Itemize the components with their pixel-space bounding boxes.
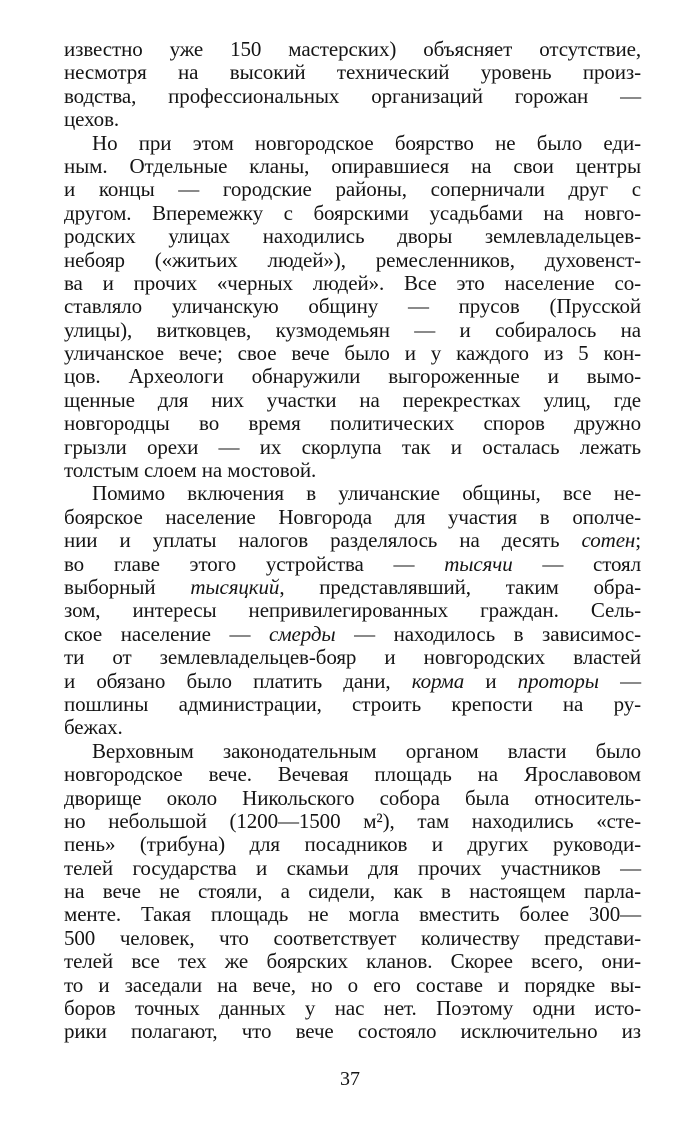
text-line: дворище около Никольского собора была относитель- (64, 785, 641, 810)
text-line: цов. Археологи обнаружили выгороженные и вымо- (64, 364, 641, 389)
text-line: новгородцы во время политических споров дружно (64, 411, 641, 436)
text-line: пошлины администрации, строить крепости на ру- (64, 691, 641, 716)
text-line: новгородское вече. Вечевая площадь на Ярославовом (64, 762, 641, 787)
text-line: другом. Вперемежку с боярскими усадьбами на новго- (64, 200, 641, 225)
text-line: и обязано было платить дани, корма и проторы — (64, 668, 641, 693)
text-line: то и заседали на вече, но о его составе и порядке вы- (64, 972, 641, 997)
text-line: ти от землевладельцев-бояр и новгородских властей (64, 645, 641, 670)
text-line: Помимо включения в уличанские общины, все не- (92, 481, 641, 506)
text-line: грызли орехи — их скорлупа так и осталась лежать (64, 434, 641, 459)
text-line: во главе этого устройства — тысячи — стоял (64, 551, 641, 576)
paragraph (64, 482, 641, 739)
text-line: толстым слоем на мостовой. (64, 458, 317, 483)
text-line: цехов. (64, 107, 120, 132)
text-line: на вече не стояли, а сидели, как в настоящем парла- (64, 879, 641, 904)
text-line: нии и уплаты налогов разделялось на десять сотен; (64, 528, 641, 553)
text-line: боярское население Новгорода для участия в ополче- (64, 504, 641, 529)
text-line: Но при этом новгородское боярство не было еди- (92, 130, 641, 155)
text-line: ставляло уличанскую общину — прусов (Прусской (64, 294, 641, 319)
text-line: ское население — смерды — находилось в зависимос- (64, 621, 642, 646)
text-line: ва и прочих «черных людей». Все это население со- (64, 270, 641, 295)
paragraph (64, 132, 641, 483)
text-line: телей все тех же боярских кланов. Скорее всего, они- (64, 949, 641, 974)
page-number: 37 (340, 1068, 360, 1090)
text-line: пень» (трибуна) для посадников и других руководи- (64, 832, 641, 857)
text-line: улицы), витковцев, кузмодемьян — и собиралось на (64, 317, 641, 342)
text-line: Верховным законодательным органом власти было (92, 738, 641, 763)
paragraph (64, 740, 641, 1044)
text-line: рики полагают, что вече состояло исключительно из (64, 1019, 641, 1044)
text-line: известно уже 150 мастерских) объясняет отсутствие, (64, 37, 641, 61)
text-line: щенные для них участки на перекрестках улиц, где (64, 387, 641, 412)
page-text (64, 38, 641, 1044)
text-line: и концы — городские районы, соперничали друг с (64, 177, 641, 202)
text-line: выборный тысяцкий, представлявший, таким обра- (64, 574, 641, 599)
text-line: менте. Такая площадь не могла вместить более 300— (64, 902, 641, 927)
text-line: несмотря на высокий технический уровень произ- (64, 60, 641, 85)
text-line: родских улицах находились дворы землевладельцев- (64, 224, 641, 249)
text-line: уличанское вече; свое вече было и у каждого из 5 кон- (64, 341, 641, 366)
text-line: но небольшой (1200—1500 м²), там находились «сте- (64, 808, 641, 833)
text-line: боров точных данных у нас нет. Поэтому одни исто- (64, 996, 641, 1021)
text-line: водства, профессиональных организаций горожан — (64, 83, 641, 108)
text-line: бежах. (64, 715, 123, 740)
text-line: 500 человек, что соответствует количеству представи- (64, 925, 641, 950)
paragraph (64, 38, 641, 132)
text-line: ным. Отдельные кланы, опиравшиеся на свои центры (64, 153, 641, 178)
text-line: зом, интересы непривилегированных граждан. Сель- (64, 598, 641, 623)
text-line: телей государства и скамьи для прочих участников — (64, 855, 641, 880)
text-line: небояр («житьих людей»), ремесленников, духовенст- (64, 247, 641, 272)
